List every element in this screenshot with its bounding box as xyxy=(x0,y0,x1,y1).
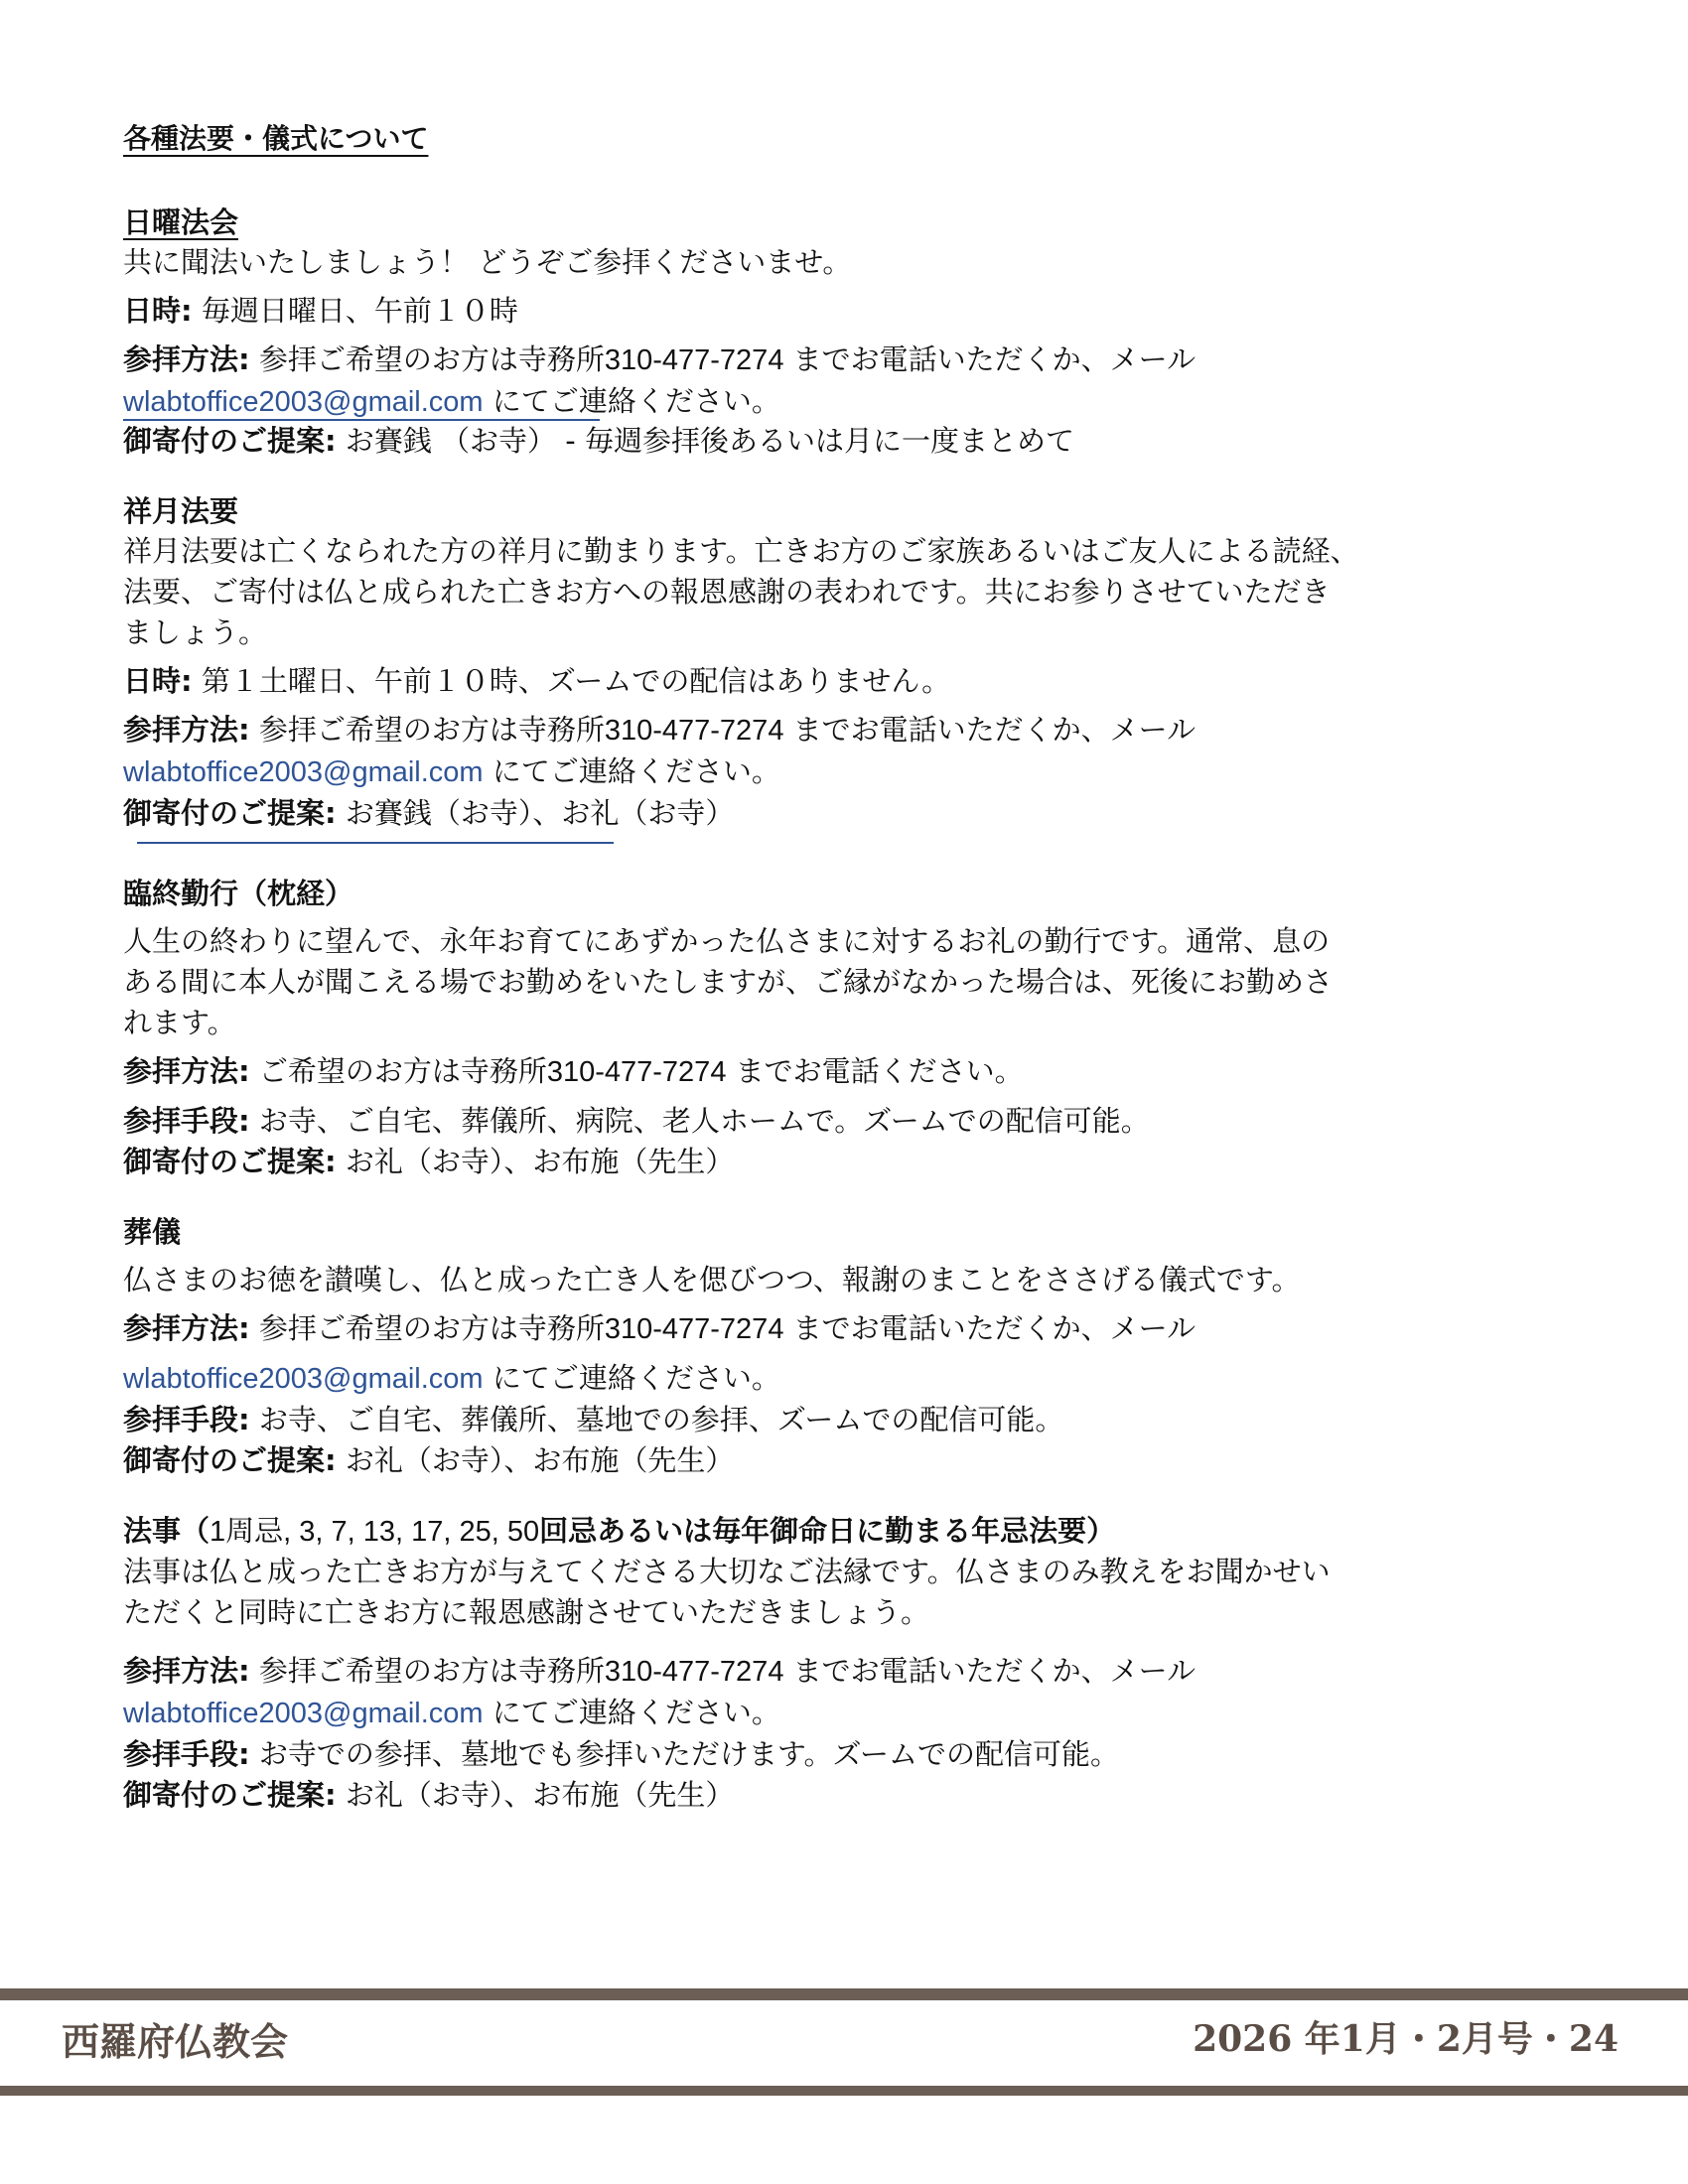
section-monthly-memorial xyxy=(123,491,1573,844)
method-text-post: までお電話いただくか、メール xyxy=(792,342,1196,376)
method-label: 参拝方法: xyxy=(123,1311,250,1345)
means-value: お寺、ご自宅、葬儀所、病院、老人ホームで。ズームでの配信可能。 xyxy=(258,1104,1150,1138)
section-funeral xyxy=(123,1212,1573,1481)
section-heading: 祥月法要 xyxy=(123,494,239,528)
method-line xyxy=(123,340,1573,381)
email-link[interactable]: wlabtoffice2003@gmail.com xyxy=(123,1698,484,1729)
phone-number: 310-477-7274 xyxy=(604,1313,784,1345)
email-post: にてご連絡ください。 xyxy=(492,754,780,788)
means-label: 参拝手段: xyxy=(123,1403,250,1436)
donation-value: お礼（お寺）、お布施（先生） xyxy=(345,1443,735,1477)
method-text-post: までお電話いただくか、メール xyxy=(792,713,1196,747)
date-line xyxy=(123,661,1573,702)
desc-line: ましょう。 xyxy=(123,615,268,649)
email-line xyxy=(123,381,1573,423)
means-label: 参拝手段: xyxy=(123,1737,250,1771)
means-value: お寺での参拝、墓地でも参拝いただけます。ズームでの配信可能。 xyxy=(258,1737,1120,1771)
method-line xyxy=(123,1308,1573,1350)
section-heading: 日曜法会 xyxy=(123,205,239,239)
heading-pre: 法事（ xyxy=(123,1514,211,1548)
method-line xyxy=(123,710,1573,751)
section-heading: 臨終勤行（枕経） xyxy=(123,877,354,910)
donation-line xyxy=(123,1775,1573,1816)
method-line xyxy=(123,1051,1573,1093)
means-label: 参拝手段: xyxy=(123,1104,250,1138)
phone-number: 310-477-7274 xyxy=(604,344,784,376)
date-value: 毎週日曜日、午前１０時 xyxy=(201,294,518,328)
section-heading: 葬儀 xyxy=(123,1215,182,1249)
donation-line xyxy=(123,421,1573,462)
email-post: にてご連絡ください。 xyxy=(492,384,780,418)
section-intro: 共に聞法いたしましょう！ どうぞご参拝くださいませ。 xyxy=(123,245,852,279)
email-post: にてご連絡ください。 xyxy=(492,1361,780,1395)
section-deathbed-service xyxy=(123,874,1573,1182)
method-label: 参拝方法: xyxy=(123,1654,250,1688)
means-line xyxy=(123,1400,1573,1440)
document-title: 各種法要・儀式について xyxy=(123,122,429,155)
method-line xyxy=(123,1651,1573,1693)
donation-label: 御寄付のご提案: xyxy=(123,1145,337,1178)
method-text: 参拝ご希望のお方は寺務所 xyxy=(258,1654,605,1688)
donation-line xyxy=(123,1440,1573,1481)
donation-value: お礼（お寺）、お布施（先生） xyxy=(345,1145,735,1178)
method-label: 参拝方法: xyxy=(123,713,250,747)
email-link[interactable]: wlabtoffice2003@gmail.com xyxy=(123,756,484,788)
phone-number: 310-477-7274 xyxy=(604,715,784,747)
section-memorial-services xyxy=(123,1511,1573,1816)
method-text-post: までお電話いただくか、メール xyxy=(792,1311,1196,1345)
method-text-post: までお電話いただくか、メール xyxy=(792,1654,1196,1688)
method-text: 参拝ご希望のお方は寺務所 xyxy=(258,342,605,376)
donation-line xyxy=(123,793,1573,834)
means-value: お寺、ご自宅、葬儀所、墓地での参拝、ズームでの配信可能。 xyxy=(258,1403,1064,1436)
donation-value: お礼（お寺）、お布施（先生） xyxy=(345,1778,735,1812)
donation-value: お賽銭 （お寺） - 毎週参拝後あるいは月に一度まとめて xyxy=(345,424,1074,458)
donation-label: 御寄付のご提案: xyxy=(123,424,337,458)
desc-line: 法要、ご寄付は仏と成られた亡きお方への報恩感謝の表われです。共にお参りさせていただき xyxy=(123,575,1331,609)
method-label: 参拝方法: xyxy=(123,342,250,376)
email-line xyxy=(123,1693,1573,1734)
desc-line: ある間に本人が聞こえる場でお勤めをいたしますが、ご縁がなかった場合は、死後にお勤めさ xyxy=(123,965,1334,999)
donation-label: 御寄付のご提案: xyxy=(123,796,337,830)
email-post: にてご連絡ください。 xyxy=(492,1696,780,1729)
phone-number: 310-477-7274 xyxy=(604,1656,784,1688)
date-line xyxy=(123,291,1573,332)
means-line xyxy=(123,1101,1573,1142)
desc-line: ただくと同時に亡きお方に報恩感謝させていただきましょう。 xyxy=(123,1595,930,1629)
donation-line xyxy=(123,1142,1573,1182)
footer-bottom-rule xyxy=(0,2086,1688,2096)
desc-line: 祥月法要は亡くなられた方の祥月に勤まります。亡きお方のご家族あるいはご友人による読経、 xyxy=(123,534,1359,568)
method-text: 参拝ご希望のお方は寺務所 xyxy=(258,1311,605,1345)
heading-years: 1周忌, 3, 7, 13, 17, 25, 50 xyxy=(210,1516,540,1548)
desc-line: れます。 xyxy=(123,1006,236,1039)
email-link[interactable]: wlabtoffice2003@gmail.com xyxy=(123,386,484,418)
method-label: 参拝方法: xyxy=(123,1054,250,1088)
desc-line: 法事は仏と成った亡きお方が与えてくださる大切なご法縁です。仏さまのみ教えをお聞かせい xyxy=(123,1555,1331,1588)
method-text: 参拝ご希望のお方は寺務所 xyxy=(258,713,605,747)
footer-org-name: 西羅府仏教会 xyxy=(62,2019,289,2064)
date-label: 日時: xyxy=(123,294,193,328)
means-line xyxy=(123,1734,1573,1775)
desc-line: 人生の終わりに望んで、永年お育てにあずかった仏さまに対するお礼の勤行です。通常、息の xyxy=(123,924,1331,958)
section-heading xyxy=(123,1511,1573,1552)
blue-rule xyxy=(137,842,614,844)
donation-label: 御寄付のご提案: xyxy=(123,1778,337,1812)
donation-value: お賽銭（お寺）、お礼（お寺） xyxy=(345,796,735,830)
email-line xyxy=(123,751,1573,793)
footer-issue-page: 2026 年1月・2月号・24 xyxy=(1193,2018,1618,2060)
footer-top-rule xyxy=(0,1988,1688,2000)
document-body xyxy=(123,117,1573,1845)
section-sunday-service xyxy=(123,203,1573,462)
method-text: ご希望のお方は寺務所 xyxy=(258,1054,547,1088)
heading-post: 回忌あるいは毎年御命日に勤まる年忌法要） xyxy=(539,1514,1116,1548)
phone-number: 310-477-7274 xyxy=(546,1056,727,1088)
date-label: 日時: xyxy=(123,664,193,698)
method-text-post: までお電話ください。 xyxy=(735,1054,1024,1088)
desc-line: 仏さまのお徳を讃嘆し、仏と成った亡き人を偲びつつ、報謝のまことをささげる儀式です。 xyxy=(123,1263,1301,1297)
date-value: 第１土曜日、午前１０時、ズームでの配信はありません。 xyxy=(201,664,951,698)
donation-label: 御寄付のご提案: xyxy=(123,1443,337,1477)
email-link[interactable]: wlabtoffice2003@gmail.com xyxy=(123,1363,484,1395)
email-line xyxy=(123,1358,1573,1400)
